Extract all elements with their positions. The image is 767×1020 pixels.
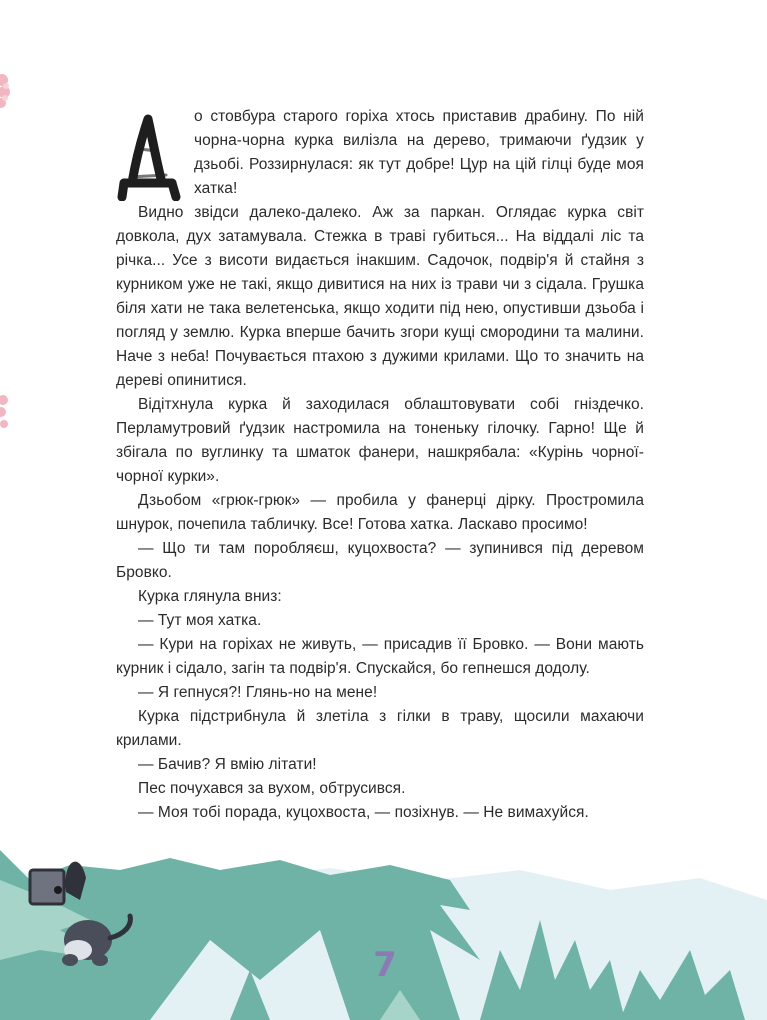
story-text — [116, 105, 644, 825]
paragraph: Дзьобом «грюк-грюк» — пробила у фанерці дірку. Простромила шнурок, почепила табличку. Все! Готова хатка. Ласкаво просимо! — [116, 492, 644, 533]
paragraph: — Бачив? Я вмію літати! — [138, 756, 317, 773]
paragraph: о стовбура старого горіха хтось приставив драбину. По ній чорна-чорна курка вилізла на дерево, тримаючи ґудзик у дзьобі. Роззирнулася: як тут добре! Цур на цій гілці буде моя хатка! — [194, 108, 644, 197]
paragraph: — Тут моя хатка. — [138, 612, 262, 629]
paragraph: Курка глянула вниз: — [138, 588, 282, 605]
paragraph: Пес почухався за вухом, обтрусився. — [138, 780, 406, 797]
paragraph: — Моя тобі порада, куцохвоста, — позіхнув. — Не вимахуйся. — [138, 804, 589, 821]
paragraph: Видно звідси далеко-далеко. Аж за паркан. Оглядає курка світ довкола, дух затамувала. Стежка в траві губиться... На віддалі ліс та річка... Усе з висоти видається інакшим. Садочок, подвір'я й стайня з курником уже не такі, якщо дивитися на них із трави чи з сідала. Грушка біля хати не така велетенська, якщо ходити під нею, опустивши дзьоба і погляд у землю. Курка вперше бачить згори кущі смородини та малини. Наче з неба! Почувається птахою з дужими крилами. Що то значить на дереві опинитися. — [116, 204, 644, 389]
paragraph: Курка підстрибнула й злетіла з гілки в траву, щосили махаючи крилами. — [116, 708, 644, 749]
paragraph: — Я гепнуся?! Глянь-но на мене! — [138, 684, 378, 701]
dropcap-letter-icon — [116, 109, 182, 201]
page-number: 7 — [373, 945, 397, 985]
paragraph: Відітхнула курка й заходилася облаштовувати собі гніздечко. Перламутровий ґудзик настромила на тоненьку гілочку. Гарно! Ще й збігала по вуглинку та шматок фанери, нашкрябала: «Курінь чорної-чорної курки». — [116, 396, 644, 485]
grass-illustration — [0, 820, 767, 1020]
paragraph: — Що ти там поробляєш, куцохвоста? — зупинився під деревом Бровко. — [116, 540, 644, 581]
dropcap — [116, 109, 182, 201]
paragraph: — Кури на горіхах не живуть, — присадив її Бровко. — Вони мають курник і сідало, загін та подвір'я. Спускайся, бо гепнешся додолу. — [116, 636, 644, 677]
